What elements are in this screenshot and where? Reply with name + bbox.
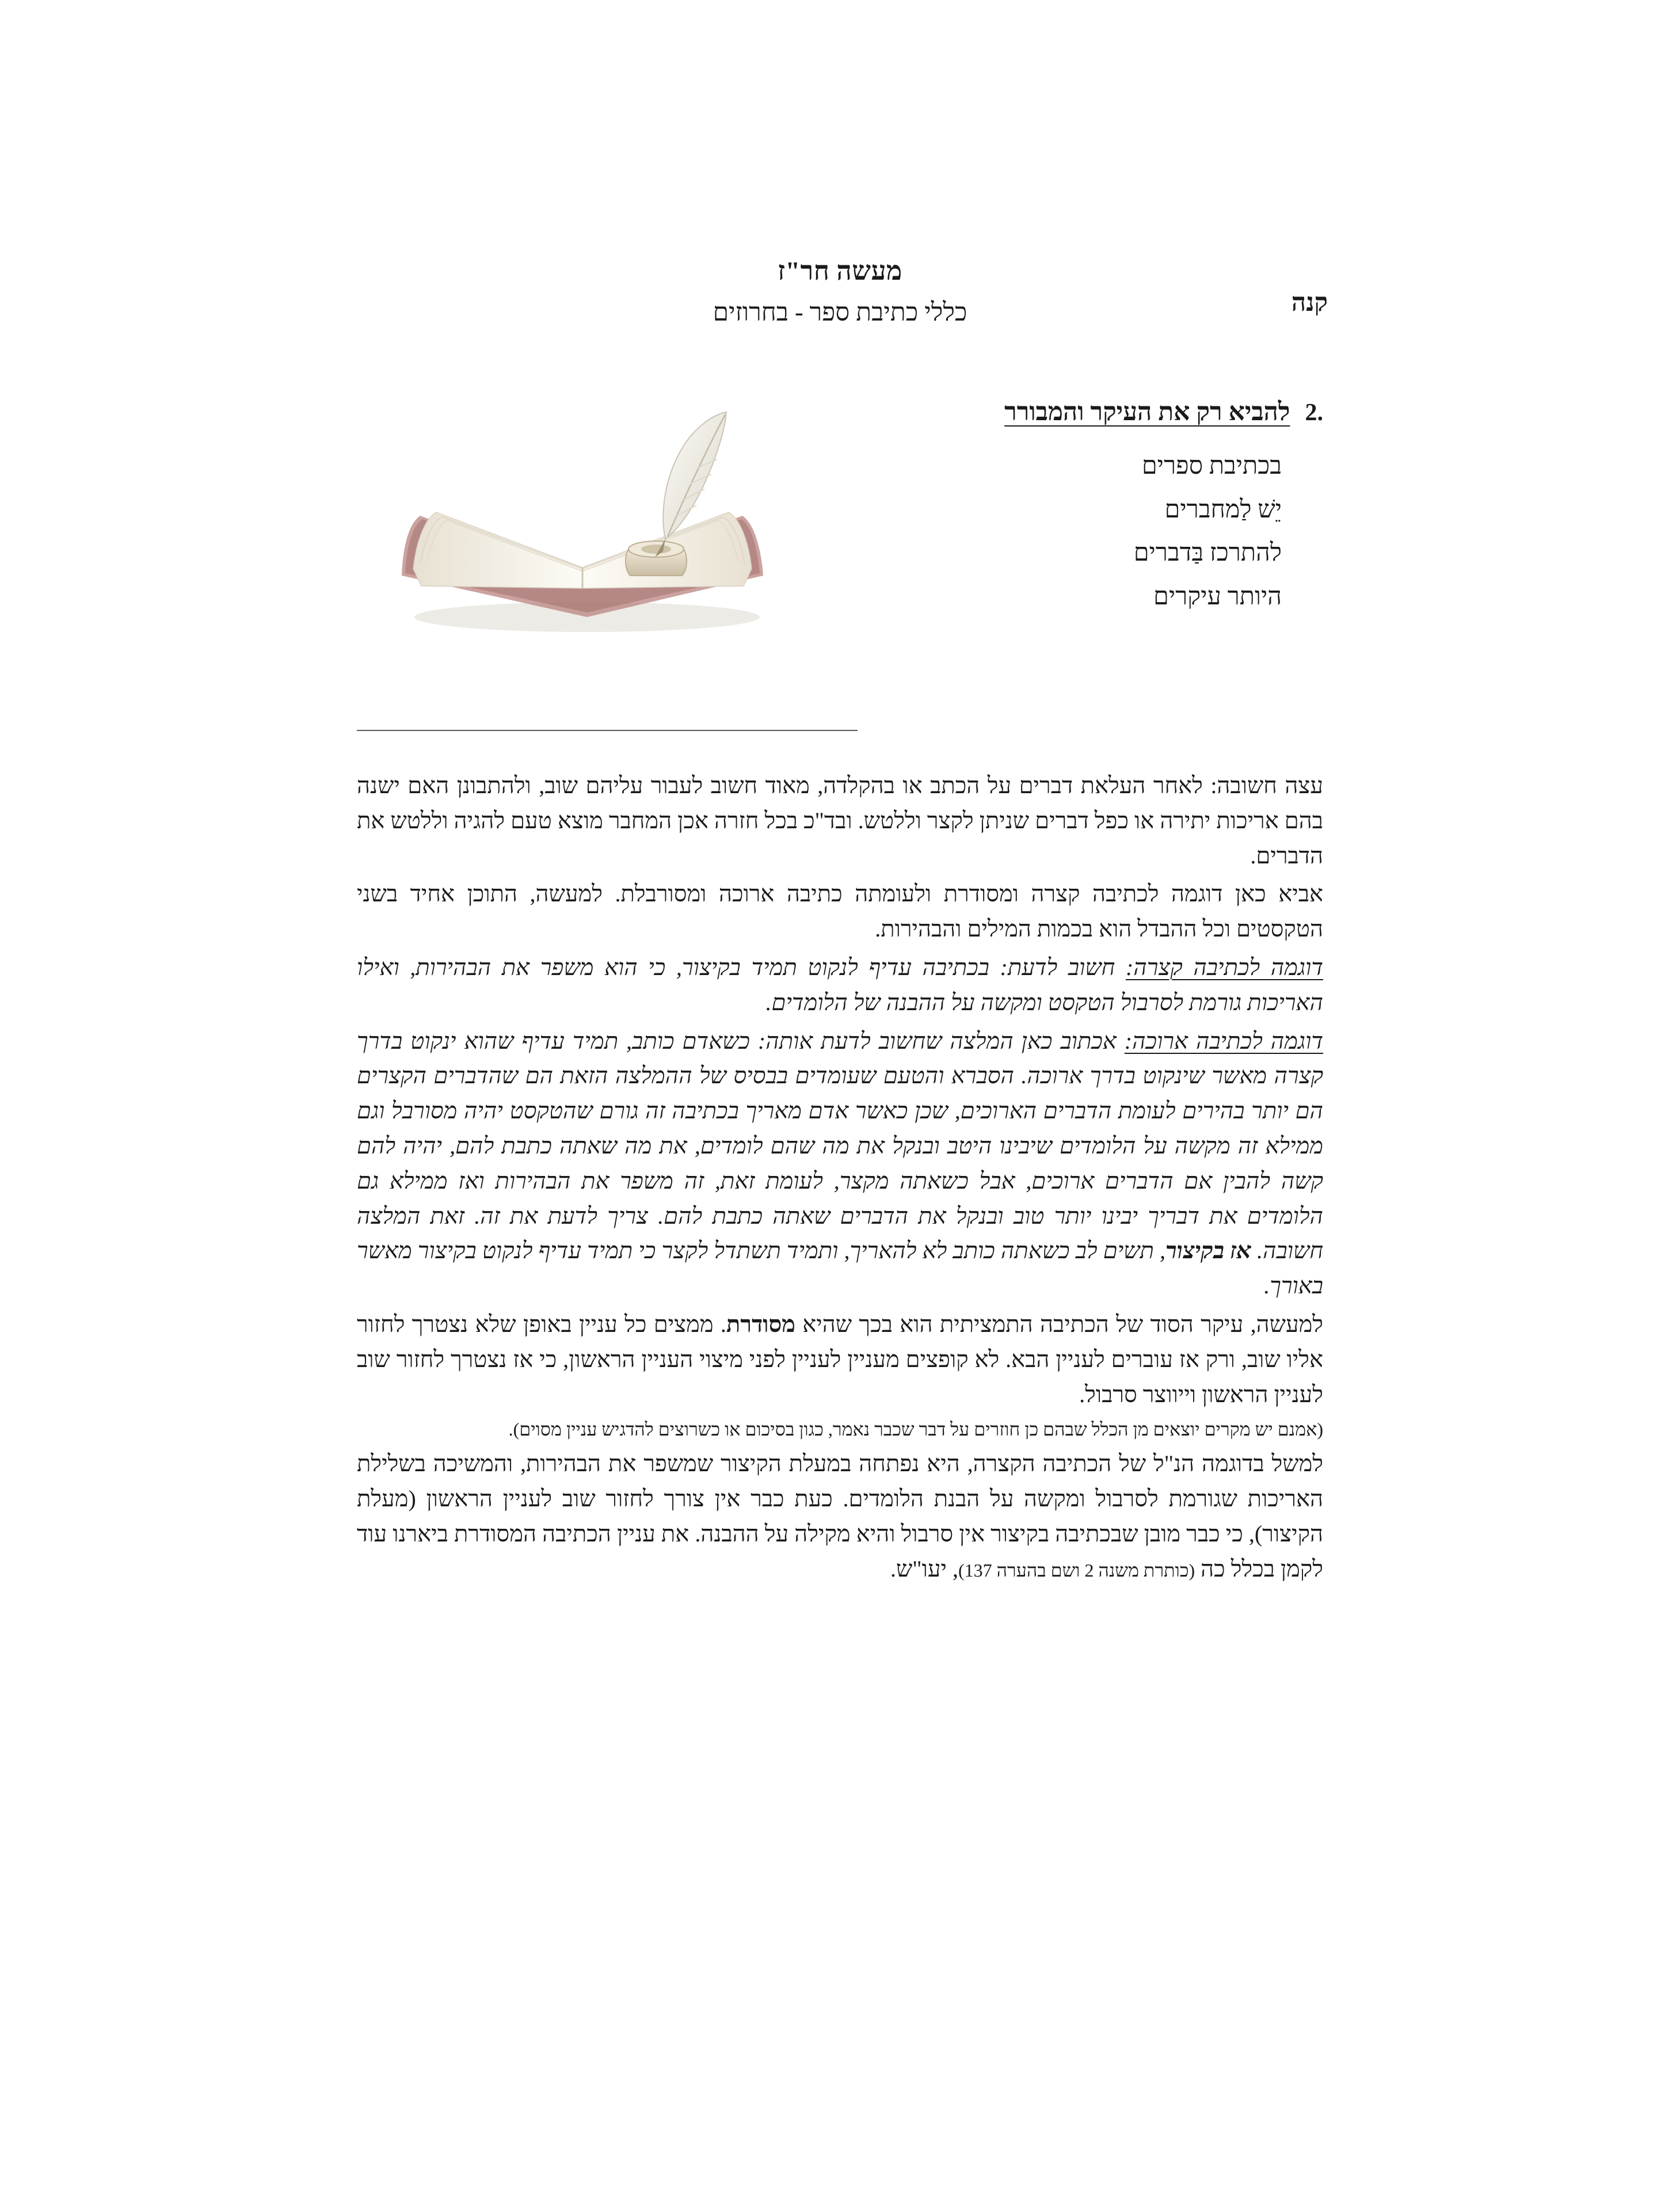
verse-line: היותר עיקרים [1153,583,1282,610]
emphasis-text: מסודרת [726,1311,795,1337]
emphasis-text: אז בקיצור [1165,1238,1251,1264]
paragraph-text: עצה חשובה: לאחר העלאת דברים על הכתב או בהקלדה, מאוד חשוב לעבור עליהם שוב, ולהתבונן האם ישנה בהם אריכות יתירה או כפל דברים שניתן לקצר וללטש. ובד"כ בכל חזרה אכן המחבר מוצא טעם להגיה וללטש את הדברים. [357,772,1323,869]
paragraph-short-example [357,950,1323,1021]
verse-block [345,446,1282,617]
verse-line: יֵשׁ לַמחברים [1164,496,1282,523]
note-text: (אמנם יש מקרים יוצאים מן הכלל שבהם כן חוזרים על דבר שכבר נאמר, כגון בסיכום או כשרוצים להדגיש עניין מסוים). [508,1419,1323,1440]
paragraph-text: חשוב לדעת: בכתיבה עדיף לנקוט תמיד בקיצור, כי הוא משפר את הבהירות, ואילו האריכות גורמת לסרבול הטקסט ומקשה על ההבנה של הלומדים. [357,954,1323,1015]
section-block [345,397,1323,620]
page-subtitle: כללי כתיבת ספר - בחרוזים [713,298,967,327]
paragraph [357,1307,1323,1412]
example-label: דוגמה לכתיבה קצרה: [1125,954,1323,980]
paragraph-text-after: , יעו"ש. [890,1555,958,1582]
page-header [357,253,1323,330]
paragraph-text-before: למעשה, עיקר הסוד של הכתיבה התמציתית הוא בכך שהיא [795,1311,1324,1337]
section-number: .2 [1305,399,1323,426]
verse-line: להתרכז בַּדברים [1133,539,1282,567]
paragraph-tail: , תשים לב כשאתה כותב לא להאריך, ותמיד תשתדל לקצר כי תמיד עדיף לנקוט בקיצור מאשר באורך. [357,1238,1323,1299]
paragraph-long-example [357,1024,1323,1304]
page-title: מעשה חר"ז [778,256,902,285]
paragraph-text: אביא כאן דוגמה לכתיבה קצרה ומסודרת ולעומתה כתיבה ארוכה ומסורבלת. למעשה, התוכן אחיד בשני הטקסטים וכל ההבדל הוא בכמות המילים והבהירות. [357,881,1323,942]
paragraph [357,1446,1323,1586]
example-label: דוגמה לכתיבה ארוכה: [1124,1027,1323,1054]
body-text [357,768,1323,1590]
paragraph-text: למשל בדוגמה הנ"ל של הכתיבה הקצרה, היא נפתחה במעלת הקיצור שמשפר את הבהירות, והמשיכה בשלילת האריכות שגורמת לסרבול ומקשה על הבנת הלומדים. כעת כבר אין צורך לחזור שוב לעניין הראשון (מעלת הקיצור), כי כבר מובן שבכתיבה בקיצור אין סרבול והיא מקילה על ההבנה. את עניין הכתיבה המסודרת ביארנו עוד לקמן בכלל כה [357,1451,1323,1582]
section-divider [357,730,858,731]
paragraph-text: אכתוב כאן המלצה שחשוב לדעת אותה: כשאדם כותב, תמיד עדיף שהוא ינקוט בדרך קצרה מאשר שינקוט בדרך ארוכה. הסברא והטעם שעומדים בבסיס של ההמלצה הזאת הם שהדברים הקצרים הם יותר בהירים לעומת הדברים הארוכים, שכן כאשר אדם מאריך בכתיבה זה גורם שהטקסט יהיה מסורבל וגם ממילא זה מקשה על הלומדים שיבינו היטב ובנקל את מה שהם לומדים, את מה שאתה כתבת להם, יהיה להם קשה להבין אם הדברים ארוכים, אבל כשאתה מקצר, לעומת זאת, זה משפר את הבהירות ואז ממילא גם הלומדים את דבריך יבינו יותר טוב ובנקל את הדברים שאתה כתבת להם. צריך לדעת את זה. זאת המלצה חשובה. [357,1027,1323,1264]
paragraph [357,877,1323,947]
folio-marker: קנה [1291,288,1328,317]
parenthetical-note [357,1415,1323,1443]
paragraph-text-after: . ממצים כל עניין באופן שלא נצטרך לחזור אליו שוב, ורק אז עוברים לעניין הבא. לא קופצים מעניין לעניין לפני מיצוי העניין הראשון, כי אז נצטרך לחזור שוב לעניין הראשון וייווצר סרבול. [357,1311,1323,1407]
section-heading [345,397,1323,427]
section-heading-text: להביא רק את העיקר והמבורר [1004,398,1290,426]
inline-reference: (כותרת משנה 2 ושם בהערה 137) [958,1559,1195,1581]
paragraph [357,768,1323,873]
verse-line: בכתיבת ספרים [1141,452,1282,479]
